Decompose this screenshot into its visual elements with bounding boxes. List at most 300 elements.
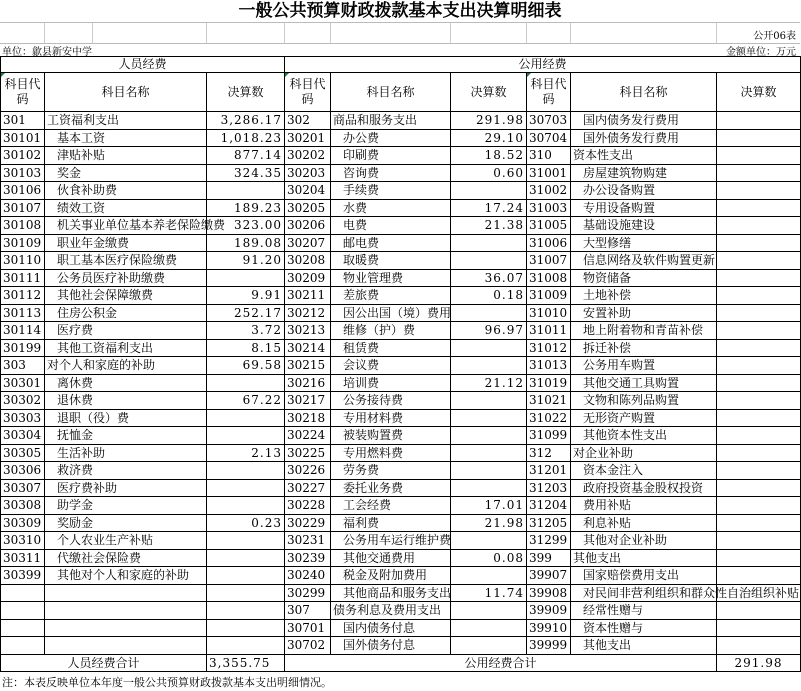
subject-name-cell: 助学金 <box>45 497 207 515</box>
subject-name-cell: 生活补助 <box>45 444 207 462</box>
amount-cell <box>717 427 801 445</box>
subject-name-cell: 国内债务付息 <box>331 619 451 637</box>
subject-code-cell: 31009 <box>527 287 571 305</box>
subject-code-cell: 30701 <box>285 619 331 637</box>
subject-name-cell: 个人农业生产补贴 <box>45 532 207 550</box>
section-public: 公用经费 <box>285 57 801 73</box>
amount-cell: 252.17 <box>207 304 285 322</box>
amount-cell <box>207 462 285 480</box>
subject-name-cell: 资本金注入 <box>571 462 717 480</box>
subject-code-cell: 30226 <box>285 462 331 480</box>
subject-name-cell: 其他资本性支出 <box>571 427 717 445</box>
subject-name-cell: 商品和服务支出 <box>331 112 451 130</box>
subject-name-cell: 津贴补贴 <box>45 147 207 165</box>
amount-cell <box>451 619 527 637</box>
amount-cell: 3,286.17 <box>207 112 285 130</box>
subject-code-cell: 30103 <box>1 164 45 182</box>
amount-cell: 2.13 <box>207 444 285 462</box>
subject-code-cell <box>1 602 45 620</box>
totals-row <box>1 654 801 672</box>
subject-name-cell <box>45 602 207 620</box>
subject-code-cell: 30212 <box>285 304 331 322</box>
subject-name-cell: 委托业务费 <box>331 479 451 497</box>
subject-name-cell: 公务用车购置 <box>571 357 717 375</box>
subject-code-cell: 31007 <box>527 252 571 270</box>
amount-cell <box>451 409 527 427</box>
amount-cell: 69.58 <box>207 357 285 375</box>
subject-code-cell: 31008 <box>527 269 571 287</box>
subject-code-cell: 39910 <box>527 619 571 637</box>
subject-name-cell: 基础设施建设 <box>571 217 717 235</box>
subject-code-cell <box>1 619 45 637</box>
subject-name-cell: 劳务费 <box>331 462 451 480</box>
amount-cell: 17.24 <box>451 199 527 217</box>
subject-name-cell: 国外债务发行费用 <box>571 129 717 147</box>
amount-cell: 11.74 <box>451 584 527 602</box>
unit-label: 单位：歙县新安中学 <box>2 47 92 58</box>
amount-cell <box>717 532 801 550</box>
expenditure-table <box>0 56 801 672</box>
subject-code-cell: 31011 <box>527 322 571 340</box>
subject-name-cell: 拆迁补偿 <box>571 339 717 357</box>
subject-name-cell: 经常性赠与 <box>571 602 717 620</box>
subject-code-cell: 30305 <box>1 444 45 462</box>
subject-name-cell: 救济费 <box>45 462 207 480</box>
amount-cell <box>207 497 285 515</box>
amount-cell <box>207 549 285 567</box>
amount-cell <box>717 409 801 427</box>
subject-name-cell: 公务用车运行维护费 <box>331 532 451 550</box>
subject-name-cell: 退休费 <box>45 392 207 410</box>
subject-name-cell: 电费 <box>331 217 451 235</box>
amount-cell <box>717 514 801 532</box>
subject-name-cell: 维修（护）费 <box>331 322 451 340</box>
subject-code-cell: 30112 <box>1 287 45 305</box>
amount-cell <box>451 567 527 585</box>
col-code-3: 科目代码 <box>527 73 571 112</box>
amount-cell: 0.18 <box>451 287 527 305</box>
amount-cell <box>451 444 527 462</box>
subject-code-cell: 30208 <box>285 252 331 270</box>
amount-cell <box>207 619 285 637</box>
subject-name-cell: 租赁费 <box>331 339 451 357</box>
subject-code-cell: 30702 <box>285 637 331 655</box>
amount-cell: 291.98 <box>451 112 527 130</box>
subject-name-cell: 国家赔偿费用支出 <box>571 567 717 585</box>
amount-cell <box>451 479 527 497</box>
subject-code-cell: 31204 <box>527 497 571 515</box>
amount-cell <box>717 567 801 585</box>
subject-name-cell: 利息补贴 <box>571 514 717 532</box>
table-row <box>1 532 801 550</box>
subject-code-cell: 301 <box>1 112 45 130</box>
table-row <box>1 182 801 200</box>
amount-cell: 91.20 <box>207 252 285 270</box>
blank-header-row <box>0 22 800 44</box>
subject-code-cell: 30215 <box>285 357 331 375</box>
subject-name-cell: 物资储备 <box>571 269 717 287</box>
amount-cell: 18.52 <box>451 147 527 165</box>
subject-code-cell: 39909 <box>527 602 571 620</box>
subject-name-cell: 其他支出 <box>571 549 717 567</box>
subject-name-cell: 专用燃料费 <box>331 444 451 462</box>
subject-name-cell: 费用补贴 <box>571 497 717 515</box>
amount-cell <box>717 462 801 480</box>
amount-cell <box>207 567 285 585</box>
subject-name-cell: 国内债务发行费用 <box>571 112 717 130</box>
subject-code-cell: 30217 <box>285 392 331 410</box>
amount-cell <box>717 602 801 620</box>
amount-cell <box>207 269 285 287</box>
amount-cell: 17.01 <box>451 497 527 515</box>
subject-name-cell: 基本工资 <box>45 129 207 147</box>
public-total-value: 291.98 <box>717 654 801 672</box>
subject-code-cell: 30110 <box>1 252 45 270</box>
amount-cell: 21.98 <box>451 514 527 532</box>
subject-code-cell: 30114 <box>1 322 45 340</box>
cell-marker-icon <box>527 73 531 77</box>
subject-code-cell: 30304 <box>1 427 45 445</box>
amount-cell <box>451 602 527 620</box>
col-code-2: 科目代码 <box>285 73 331 112</box>
subject-code-cell: 30229 <box>285 514 331 532</box>
subject-name-cell: 房屋建筑物购建 <box>571 164 717 182</box>
amount-cell <box>717 164 801 182</box>
amount-cell: 0.60 <box>451 164 527 182</box>
amount-cell <box>207 427 285 445</box>
subject-code-cell: 30311 <box>1 549 45 567</box>
subject-code-cell: 30201 <box>285 129 331 147</box>
amount-cell: 36.07 <box>451 269 527 287</box>
subject-name-cell: 奖励金 <box>45 514 207 532</box>
subject-name-cell: 公务员医疗补助缴费 <box>45 269 207 287</box>
subject-name-cell <box>45 619 207 637</box>
subject-name-cell: 住房公积金 <box>45 304 207 322</box>
subject-code-cell: 30239 <box>285 549 331 567</box>
amount-cell <box>451 182 527 200</box>
subject-code-cell <box>1 584 45 602</box>
table-row <box>1 287 801 305</box>
subject-name-cell: 其他支出 <box>571 637 717 655</box>
subject-code-cell: 30203 <box>285 164 331 182</box>
subject-name-cell: 福利费 <box>331 514 451 532</box>
subject-code-cell: 310 <box>527 147 571 165</box>
subject-code-cell: 30704 <box>527 129 571 147</box>
subject-code-cell: 31299 <box>527 532 571 550</box>
subject-code-cell: 31021 <box>527 392 571 410</box>
subject-name-cell: 其他交通费用 <box>331 549 451 567</box>
col-code-1: 科目代码 <box>1 73 45 112</box>
subject-code-cell: 30301 <box>1 374 45 392</box>
subject-name-cell: 手续费 <box>331 182 451 200</box>
subject-code-cell: 30227 <box>285 479 331 497</box>
subject-name-cell: 离休费 <box>45 374 207 392</box>
subject-name-cell: 代缴社会保险费 <box>45 549 207 567</box>
subject-name-cell: 伙食补助费 <box>45 182 207 200</box>
table-row <box>1 619 801 637</box>
subject-name-cell: 其他对个人和家庭的补助 <box>45 567 207 585</box>
col-amount-3: 决算数 <box>717 73 801 112</box>
amount-cell <box>451 532 527 550</box>
amount-cell: 324.35 <box>207 164 285 182</box>
col-amount-1: 决算数 <box>207 73 285 112</box>
amount-cell <box>207 584 285 602</box>
table-row <box>1 164 801 182</box>
amount-cell <box>717 287 801 305</box>
col-name-1: 科目名称 <box>45 73 207 112</box>
amount-cell <box>451 234 527 252</box>
subject-name-cell: 抚恤金 <box>45 427 207 445</box>
col-amount-2: 决算数 <box>451 73 527 112</box>
subject-name-cell <box>45 584 207 602</box>
subject-code-cell: 302 <box>285 112 331 130</box>
subject-code-cell: 30213 <box>285 322 331 340</box>
subject-code-cell: 30101 <box>1 129 45 147</box>
column-header-row <box>1 73 801 112</box>
subject-name-cell: 因公出国（境）费用 <box>331 304 451 322</box>
subject-code-cell: 39907 <box>527 567 571 585</box>
subject-code-cell: 30218 <box>285 409 331 427</box>
amount-cell: 0.08 <box>451 549 527 567</box>
amount-cell <box>207 637 285 655</box>
amount-cell <box>451 304 527 322</box>
cell-marker-icon <box>285 73 289 77</box>
subject-name-cell: 医疗费 <box>45 322 207 340</box>
amount-cell <box>207 182 285 200</box>
subject-name-cell: 差旅费 <box>331 287 451 305</box>
table-row <box>1 567 801 585</box>
subject-name-cell: 信息网络及软件购置更新 <box>571 252 717 270</box>
subject-code-cell: 30214 <box>285 339 331 357</box>
subject-name-cell: 物业管理费 <box>331 269 451 287</box>
subject-name-cell: 资本性支出 <box>571 147 717 165</box>
table-row <box>1 129 801 147</box>
subject-name-cell: 培训费 <box>331 374 451 392</box>
subject-code-cell: 31201 <box>527 462 571 480</box>
amount-cell: 0.23 <box>207 514 285 532</box>
subject-name-cell: 印刷费 <box>331 147 451 165</box>
subject-code-cell: 31005 <box>527 217 571 235</box>
amount-cell <box>207 532 285 550</box>
subject-code-cell: 30106 <box>1 182 45 200</box>
personnel-total-label: 人员经费合计 <box>1 654 207 672</box>
amount-cell <box>717 497 801 515</box>
subject-code-cell: 30109 <box>1 234 45 252</box>
report-title: 一般公共预算财政拨款基本支出决算明细表 <box>238 1 562 21</box>
subject-name-cell: 退职（役）费 <box>45 409 207 427</box>
subject-name-cell: 安置补助 <box>571 304 717 322</box>
subject-code-cell: 39908 <box>527 584 571 602</box>
amount-cell <box>717 304 801 322</box>
table-row <box>1 357 801 375</box>
subject-code-cell: 30202 <box>285 147 331 165</box>
table-row <box>1 147 801 165</box>
amount-cell: 8.15 <box>207 339 285 357</box>
subject-code-cell: 30225 <box>285 444 331 462</box>
subject-code-cell: 30231 <box>285 532 331 550</box>
subject-code-cell: 307 <box>285 602 331 620</box>
table-row <box>1 479 801 497</box>
amount-cell <box>717 217 801 235</box>
subject-name-cell: 专用设备购置 <box>571 199 717 217</box>
subject-code-cell: 30240 <box>285 567 331 585</box>
subject-name-cell: 资本性赠与 <box>571 619 717 637</box>
amount-cell <box>207 479 285 497</box>
table-row <box>1 304 801 322</box>
table-row <box>1 462 801 480</box>
subject-name-cell: 税金及附加费用 <box>331 567 451 585</box>
subject-code-cell: 399 <box>527 549 571 567</box>
table-row <box>1 217 801 235</box>
form-code: 公开06表 <box>753 31 796 42</box>
subject-name-cell: 被装购置费 <box>331 427 451 445</box>
subject-code-cell: 30306 <box>1 462 45 480</box>
subject-name-cell: 土地补偿 <box>571 287 717 305</box>
subject-code-cell: 30399 <box>1 567 45 585</box>
subject-name-cell: 取暖费 <box>331 252 451 270</box>
subject-code-cell: 30703 <box>527 112 571 130</box>
table-row <box>1 637 801 655</box>
amount-cell <box>451 252 527 270</box>
subject-name-cell: 对企业补助 <box>571 444 717 462</box>
amount-cell <box>717 112 801 130</box>
subject-name-cell: 工会经费 <box>331 497 451 515</box>
amount-cell <box>451 462 527 480</box>
subject-name-cell <box>45 637 207 655</box>
subject-name-cell: 大型修缮 <box>571 234 717 252</box>
subject-code-cell: 30205 <box>285 199 331 217</box>
subject-name-cell: 邮电费 <box>331 234 451 252</box>
subject-code-cell: 30199 <box>1 339 45 357</box>
table-row <box>1 497 801 515</box>
subject-name-cell: 办公费 <box>331 129 451 147</box>
amount-cell: 189.08 <box>207 234 285 252</box>
table-row <box>1 549 801 567</box>
amount-cell <box>717 479 801 497</box>
table-row <box>1 409 801 427</box>
subject-code-cell: 31205 <box>527 514 571 532</box>
table-row <box>1 444 801 462</box>
amount-cell: 29.10 <box>451 129 527 147</box>
subject-name-cell: 职工基本医疗保险缴费 <box>45 252 207 270</box>
subject-code-cell: 30206 <box>285 217 331 235</box>
subject-code-cell: 31203 <box>527 479 571 497</box>
subject-name-cell: 水费 <box>331 199 451 217</box>
subject-code-cell: 30209 <box>285 269 331 287</box>
subject-code-cell: 31019 <box>527 374 571 392</box>
table-row <box>1 234 801 252</box>
section-header-row <box>1 57 801 73</box>
amount-cell: 21.38 <box>451 217 527 235</box>
amount-cell <box>717 199 801 217</box>
amount-cell <box>717 339 801 357</box>
subject-code-cell: 30310 <box>1 532 45 550</box>
subject-code-cell: 31006 <box>527 234 571 252</box>
table-row <box>1 199 801 217</box>
subject-code-cell: 30309 <box>1 514 45 532</box>
subject-code-cell: 31003 <box>527 199 571 217</box>
subject-name-cell: 会议费 <box>331 357 451 375</box>
amount-cell: 67.22 <box>207 392 285 410</box>
table-row <box>1 339 801 357</box>
subject-code-cell <box>1 637 45 655</box>
subject-name-cell: 工资福利支出 <box>45 112 207 130</box>
personnel-total-value: 3,355.75 <box>207 654 285 672</box>
table-row <box>1 252 801 270</box>
amount-cell <box>451 357 527 375</box>
amount-cell <box>451 427 527 445</box>
subject-code-cell: 30211 <box>285 287 331 305</box>
cell-marker-icon <box>1 73 5 77</box>
subject-name-cell: 职业年金缴费 <box>45 234 207 252</box>
table-row <box>1 602 801 620</box>
subject-name-cell: 国外债务付息 <box>331 637 451 655</box>
amount-cell <box>717 322 801 340</box>
table-row <box>1 584 801 602</box>
amount-cell <box>717 392 801 410</box>
subject-code-cell: 30224 <box>285 427 331 445</box>
subject-name-cell: 医疗费补助 <box>45 479 207 497</box>
subject-name-cell: 债务利息及费用支出 <box>331 602 451 620</box>
subject-code-cell: 30216 <box>285 374 331 392</box>
subject-code-cell: 30228 <box>285 497 331 515</box>
subject-code-cell: 30299 <box>285 584 331 602</box>
amount-cell <box>207 374 285 392</box>
subject-code-cell: 31013 <box>527 357 571 375</box>
public-total-label: 公用经费合计 <box>285 654 717 672</box>
subject-name-cell: 机关事业单位基本养老保险缴费 <box>45 217 207 235</box>
amount-cell <box>717 637 801 655</box>
subject-code-cell: 31002 <box>527 182 571 200</box>
subject-name-cell: 其他商品和服务支出 <box>331 584 451 602</box>
amount-cell <box>717 252 801 270</box>
subject-name-cell: 公务接待费 <box>331 392 451 410</box>
subject-name-cell: 办公设备购置 <box>571 182 717 200</box>
amount-cell <box>717 147 801 165</box>
table-row <box>1 322 801 340</box>
amount-cell: 189.23 <box>207 199 285 217</box>
table-row <box>1 269 801 287</box>
subject-code-cell: 30111 <box>1 269 45 287</box>
amount-cell <box>717 549 801 567</box>
footnote: 注：本表反映单位本年度一般公共预算财政拨款基本支出明细情况。 <box>2 676 332 689</box>
subject-code-cell: 30307 <box>1 479 45 497</box>
amount-cell: 1,018.23 <box>207 129 285 147</box>
subject-name-cell: 对个人和家庭的补助 <box>45 357 207 375</box>
subject-code-cell: 39999 <box>527 637 571 655</box>
table-row <box>1 427 801 445</box>
subject-code-cell: 30107 <box>1 199 45 217</box>
table-row <box>1 374 801 392</box>
subject-code-cell: 30108 <box>1 217 45 235</box>
subject-name-cell: 奖金 <box>45 164 207 182</box>
table-row <box>1 112 801 130</box>
subject-code-cell: 31099 <box>527 427 571 445</box>
amount-cell <box>451 392 527 410</box>
amount-cell <box>717 357 801 375</box>
amount-cell <box>451 637 527 655</box>
subject-name-cell: 政府投资基金股权投资 <box>571 479 717 497</box>
subject-code-cell: 30303 <box>1 409 45 427</box>
subject-code-cell: 303 <box>1 357 45 375</box>
subject-code-cell: 30102 <box>1 147 45 165</box>
amount-cell: 323.00 <box>207 217 285 235</box>
amount-cell <box>451 339 527 357</box>
amount-cell <box>717 129 801 147</box>
subject-name-cell: 对民间非营利组织和群众性自治组织补贴 <box>571 584 717 602</box>
subject-name-cell: 其他工资福利支出 <box>45 339 207 357</box>
subject-name-cell: 专用材料费 <box>331 409 451 427</box>
